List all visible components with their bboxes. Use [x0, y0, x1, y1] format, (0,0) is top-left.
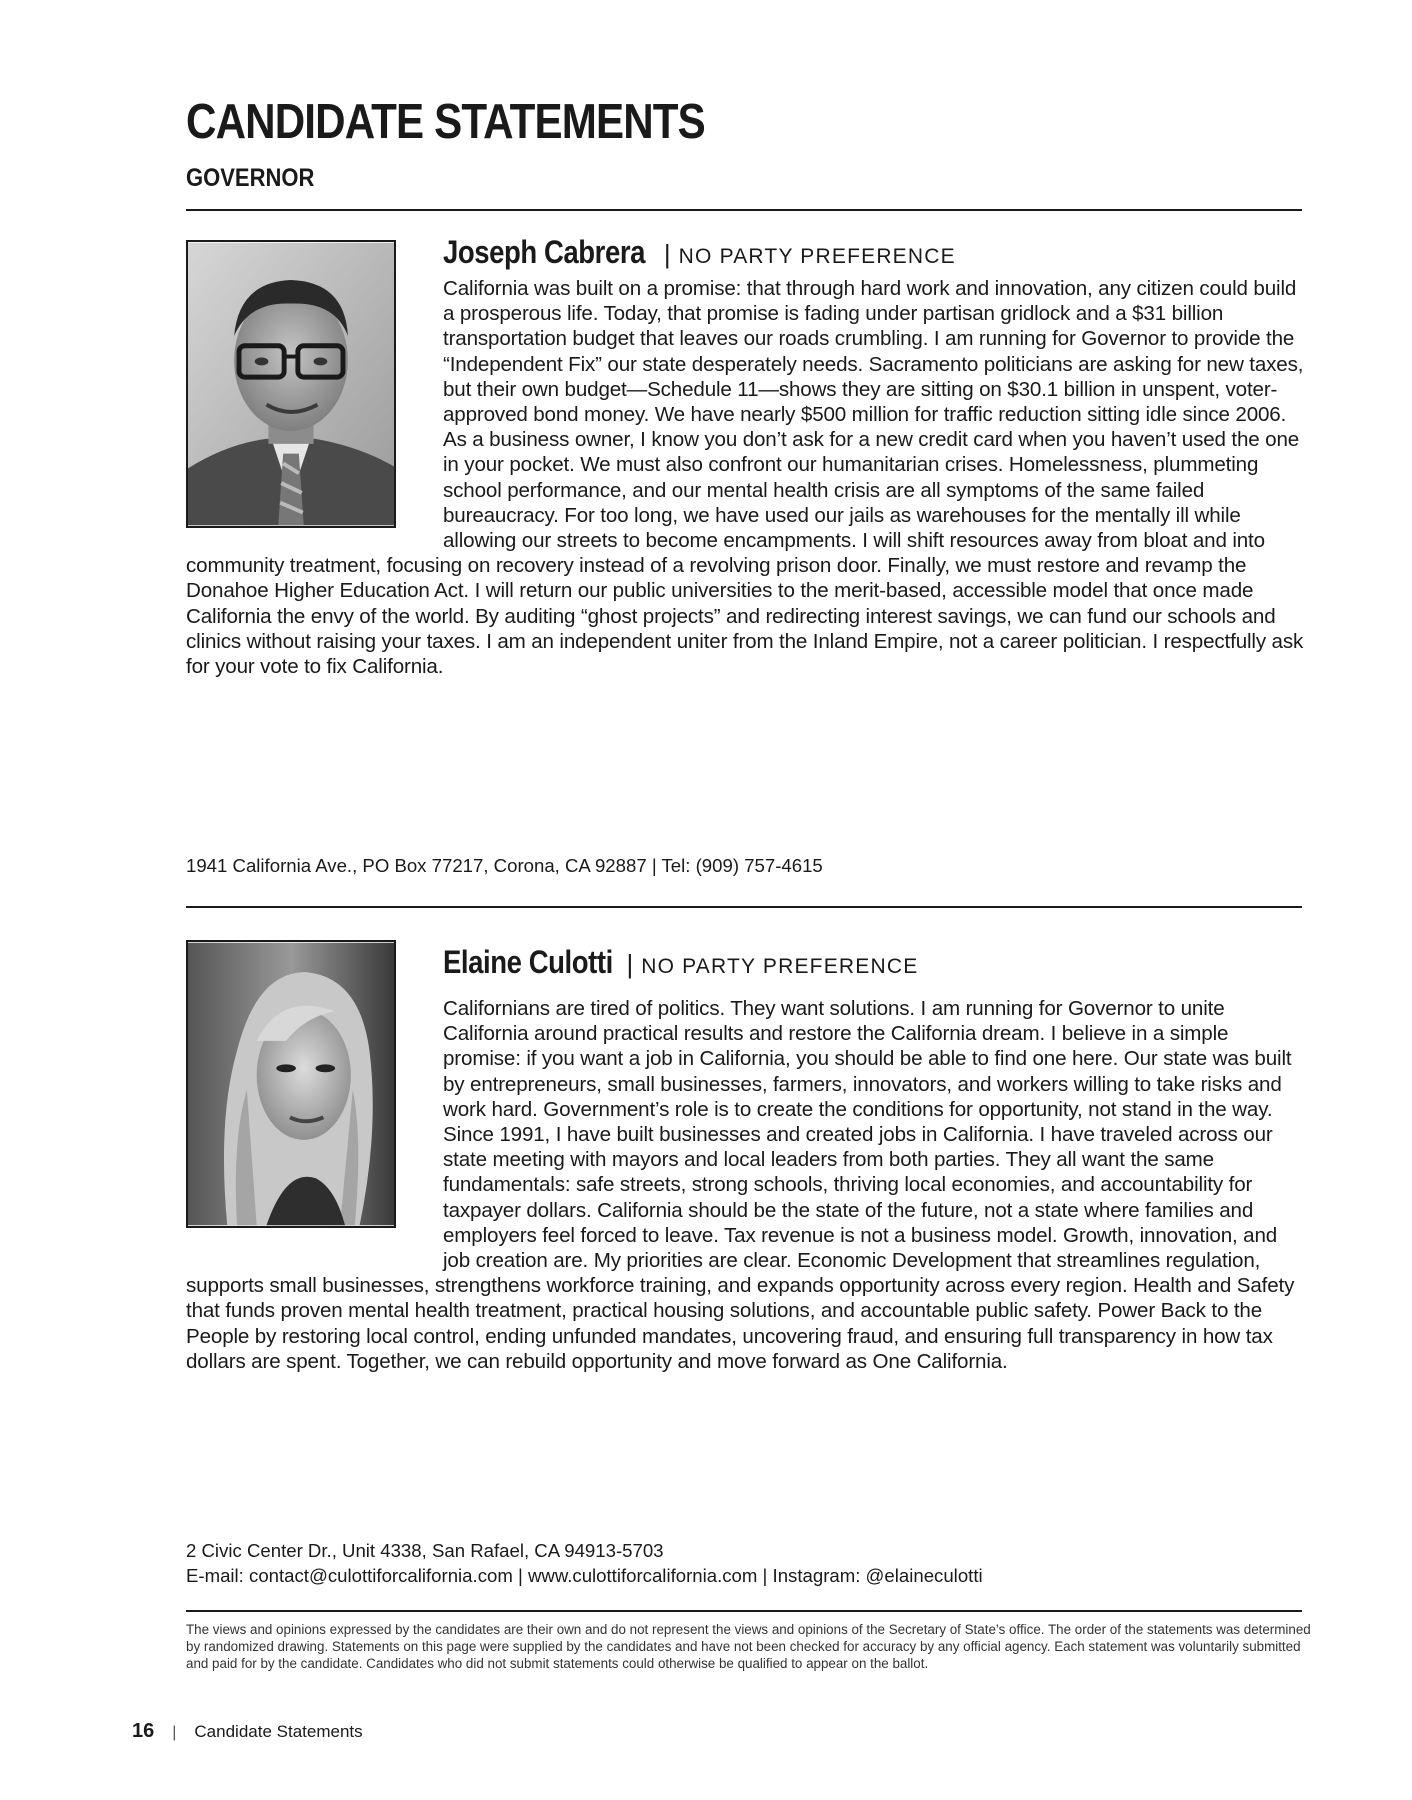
page-footer [132, 1720, 363, 1743]
footer-separator: | [172, 1724, 177, 1741]
candidate-header [443, 944, 1304, 986]
photo-wrap-space [186, 996, 443, 1261]
statement-text: California was built on a promise: that through hard work and innovation, any citizen could build a prosperous life. Today, that promise is fading under partisan gridlock and a $31 billion transportation budget that leaves our roads crumbling. I am running for Governor to provide the “Independent Fix” our state desperately needs. Sacramento politicians are asking for new taxes, but their own budget—Schedule 11—shows they are sitting on $30.1 billion in unspent, voter-approved bond money. We have nearly $500 million for traffic reduction sitting idle since 2006. As a business owner, I know you don’t ask for a new credit card when you haven’t used the one in your pocket. We must also confront our humanitarian crises. Homelessness, plummeting school performance, and our mental health crisis are all symptoms of the same failed bureaucracy. For too long, we have used our jails as warehouses for the mentally ill while allowing our streets to become encampments. I will shift resources away from bloat and into community treatment, focusing on recovery instead of a revolving prison door. Finally, we must restore and revamp the Donahoe Higher Education Act. I will return our public universities to the merit-based, accessible model that once made California the envy of the world. By auditing “ghost projects” and redirecting interest savings, we can fund our schools and clinics without raising your taxes. I am an independent uniter from the Inland Empire, not a career politician. I respectfully ask for your vote to fix California. [186, 277, 1304, 679]
section-divider [186, 209, 1302, 211]
page-number: 16 [132, 1720, 155, 1742]
contact-address-culotti: 2 Civic Center Dr., Unit 4338, San Rafael, CA 94913-5703 [186, 1540, 664, 1561]
candidate-header [443, 234, 1304, 276]
party-preference: NO PARTY PREFERENCE [678, 245, 956, 268]
header-separator: | [663, 239, 671, 269]
candidate-statement-culotti [186, 944, 1304, 1374]
contact-address-cabrera: 1941 California Ave., PO Box 77217, Corona, CA 92887 | Tel: (909) 757-4615 [186, 855, 823, 876]
statement-text: Californians are tired of politics. They want solutions. I am running for Governor to unite California around practical results and restore the California dream. I believe in a simple promise: if you want a job in California, you should be able to find one here. Our state was built by entrepreneurs, small businesses, farmers, innovators, and workers willing to take risks and work hard. Government’s role is to create the conditions for opportunity, not stand in the way. Since 1991, I have built businesses and created jobs in California. I have traveled across our state meeting with mayors and local leaders from both parties. They all want the same fundamentals: safe streets, strong schools, thriving local economies, and accountability for taxpayer dollars. California should be the state of the future, not a state where families and employers feel forced to leave. Tax revenue is not a business model. Growth, innovation, and job creation are. My priorities are clear. Economic Development that streamlines regulation, supports small businesses, strengthens workforce training, and expands opportunity across every region. Health and Safety that funds proven mental health treatment, practical housing solutions, and accountable public safety. Power Back to the People by restoring local control, ending unfunded mandates, uncovering fraud, and ensuring full transparency in how tax dollars are spent. Together, we can rebuild opportunity and move forward as One California. [186, 997, 1295, 1373]
candidate-divider [186, 906, 1302, 908]
disclaimer-divider [186, 1610, 1302, 1612]
header-separator: | [626, 949, 634, 979]
disclaimer-text: The views and opinions expressed by the candidates are their own and do not represent the views and opinions of the Secretary of State’s office. The order of the statements was determined by randomized drawing. Statements on this page were supplied by the candidates and have not been checked for accuracy by any official agency. Each statement was voluntarily submitted and paid for by the candidate. Candidates who did not submit statements could otherwise be qualified to appear on the ballot. [186, 1622, 1311, 1671]
footer-section-label: Candidate Statements [194, 1722, 363, 1741]
candidate-statement-cabrera [186, 234, 1304, 679]
party-preference: NO PARTY PREFERENCE [641, 955, 919, 978]
contact-links-culotti: E-mail: contact@culottiforcalifornia.com | www.culottiforcalifornia.com | Instagram: @elaineculotti [186, 1565, 983, 1586]
page-title: CANDIDATE STATEMENTS [186, 95, 705, 149]
photo-wrap-space [186, 276, 443, 553]
candidate-name: Joseph Cabrera [443, 234, 645, 270]
office-heading: GOVERNOR [186, 164, 315, 192]
candidate-name: Elaine Culotti [443, 944, 613, 980]
